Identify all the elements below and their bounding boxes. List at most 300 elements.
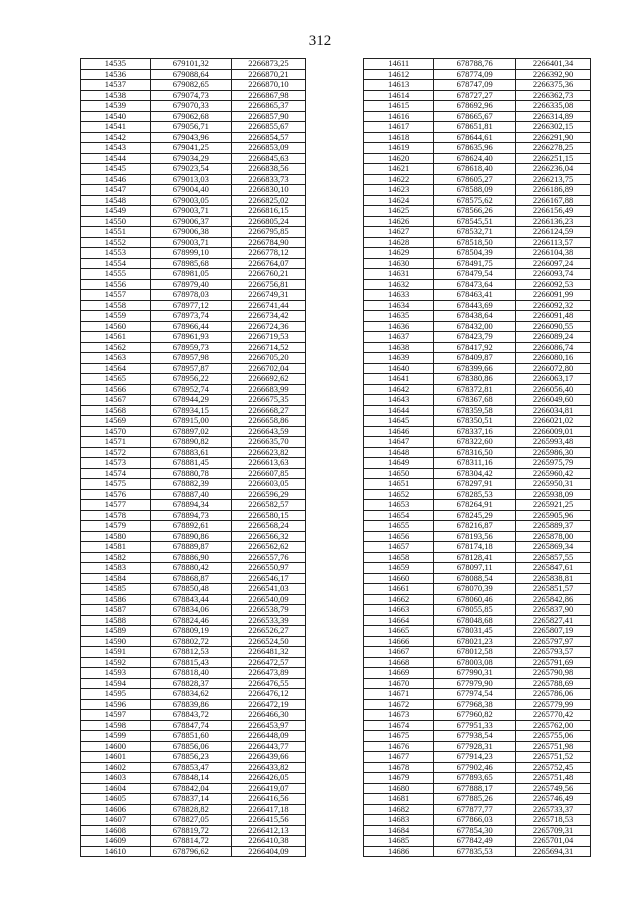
y-coordinate-cell: 2266830,10 xyxy=(231,185,305,196)
x-coordinate-cell: 679003,05 xyxy=(150,195,231,206)
x-coordinate-cell: 678802,72 xyxy=(150,636,231,647)
x-coordinate-cell: 678892,61 xyxy=(150,521,231,532)
point-number-cell: 14639 xyxy=(364,353,434,364)
table-row xyxy=(81,132,306,143)
table-row xyxy=(364,59,591,70)
y-coordinate-cell: 2266705,20 xyxy=(231,353,305,364)
x-coordinate-cell: 679074,73 xyxy=(150,90,231,101)
x-coordinate-cell: 679088,64 xyxy=(150,69,231,80)
point-number-cell: 14576 xyxy=(81,489,151,500)
point-number-cell: 14553 xyxy=(81,248,151,259)
point-number-cell: 14637 xyxy=(364,332,434,343)
point-number-cell: 14646 xyxy=(364,426,434,437)
y-coordinate-cell: 2265986,30 xyxy=(516,447,591,458)
point-number-cell: 14628 xyxy=(364,237,434,248)
table-row xyxy=(81,300,306,311)
y-coordinate-cell: 2266417,18 xyxy=(231,804,305,815)
coordinates-table-left-body xyxy=(81,59,306,857)
x-coordinate-cell: 678545,51 xyxy=(434,216,516,227)
point-number-cell: 14620 xyxy=(364,153,434,164)
x-coordinate-cell: 678605,27 xyxy=(434,174,516,185)
point-number-cell: 14612 xyxy=(364,69,434,80)
point-number-cell: 14658 xyxy=(364,552,434,563)
x-coordinate-cell: 678774,09 xyxy=(434,69,516,80)
y-coordinate-cell: 2266009,01 xyxy=(516,426,591,437)
y-coordinate-cell: 2266607,85 xyxy=(231,468,305,479)
table-row xyxy=(364,479,591,490)
point-number-cell: 14611 xyxy=(364,59,434,70)
x-coordinate-cell: 677885,26 xyxy=(434,794,516,805)
y-coordinate-cell: 2266550,97 xyxy=(231,563,305,574)
table-row xyxy=(81,195,306,206)
point-number-cell: 14675 xyxy=(364,731,434,742)
table-row xyxy=(81,594,306,605)
point-number-cell: 14641 xyxy=(364,374,434,385)
y-coordinate-cell: 2265786,06 xyxy=(516,689,591,700)
table-row xyxy=(81,552,306,563)
y-coordinate-cell: 2265921,25 xyxy=(516,500,591,511)
y-coordinate-cell: 2266756,81 xyxy=(231,279,305,290)
x-coordinate-cell: 678959,73 xyxy=(150,342,231,353)
table-row xyxy=(364,720,591,731)
x-coordinate-cell: 677866,03 xyxy=(434,815,516,826)
y-coordinate-cell: 2266865,37 xyxy=(231,101,305,112)
point-number-cell: 14671 xyxy=(364,689,434,700)
x-coordinate-cell: 679041,25 xyxy=(150,143,231,154)
table-row xyxy=(81,710,306,721)
table-row xyxy=(81,647,306,658)
table-row xyxy=(81,626,306,637)
x-coordinate-cell: 678264,91 xyxy=(434,500,516,511)
point-number-cell: 14610 xyxy=(81,846,151,857)
x-coordinate-cell: 678985,68 xyxy=(150,258,231,269)
table-row xyxy=(81,615,306,626)
x-coordinate-cell: 677928,31 xyxy=(434,741,516,752)
point-number-cell: 14539 xyxy=(81,101,151,112)
x-coordinate-cell: 678809,19 xyxy=(150,626,231,637)
y-coordinate-cell: 2265701,04 xyxy=(516,836,591,847)
point-number-cell: 14636 xyxy=(364,321,434,332)
table-row xyxy=(81,227,306,238)
x-coordinate-cell: 677893,65 xyxy=(434,773,516,784)
table-row xyxy=(81,447,306,458)
y-coordinate-cell: 2265807,19 xyxy=(516,626,591,637)
point-number-cell: 14572 xyxy=(81,447,151,458)
x-coordinate-cell: 678097,11 xyxy=(434,563,516,574)
x-coordinate-cell: 677979,90 xyxy=(434,678,516,689)
y-coordinate-cell: 2266080,16 xyxy=(516,353,591,364)
table-row xyxy=(364,815,591,826)
y-coordinate-cell: 2266072,80 xyxy=(516,363,591,374)
x-coordinate-cell: 678894,73 xyxy=(150,510,231,521)
table-row xyxy=(364,143,591,154)
y-coordinate-cell: 2266845,63 xyxy=(231,153,305,164)
table-row xyxy=(364,783,591,794)
point-number-cell: 14621 xyxy=(364,164,434,175)
y-coordinate-cell: 2265869,34 xyxy=(516,542,591,553)
point-number-cell: 14567 xyxy=(81,395,151,406)
table-row xyxy=(364,206,591,217)
point-number-cell: 14588 xyxy=(81,615,151,626)
x-coordinate-cell: 678890,82 xyxy=(150,437,231,448)
point-number-cell: 14647 xyxy=(364,437,434,448)
y-coordinate-cell: 2266749,31 xyxy=(231,290,305,301)
point-number-cell: 14577 xyxy=(81,500,151,511)
y-coordinate-cell: 2266092,32 xyxy=(516,300,591,311)
y-coordinate-cell: 2266675,35 xyxy=(231,395,305,406)
point-number-cell: 14609 xyxy=(81,836,151,847)
table-row xyxy=(364,605,591,616)
point-number-cell: 14597 xyxy=(81,710,151,721)
y-coordinate-cell: 2266870,10 xyxy=(231,80,305,91)
y-coordinate-cell: 2265694,31 xyxy=(516,846,591,857)
table-row xyxy=(364,773,591,784)
y-coordinate-cell: 2266034,81 xyxy=(516,405,591,416)
y-coordinate-cell: 2265938,09 xyxy=(516,489,591,500)
x-coordinate-cell: 678850,48 xyxy=(150,584,231,595)
x-coordinate-cell: 678635,96 xyxy=(434,143,516,154)
y-coordinate-cell: 2266623,82 xyxy=(231,447,305,458)
x-coordinate-cell: 679101,32 xyxy=(150,59,231,70)
table-row xyxy=(81,773,306,784)
table-row xyxy=(364,657,591,668)
y-coordinate-cell: 2266063,17 xyxy=(516,374,591,385)
table-row xyxy=(81,290,306,301)
y-coordinate-cell: 2266778,12 xyxy=(231,248,305,259)
table-row xyxy=(364,300,591,311)
table-row xyxy=(364,584,591,595)
table-row xyxy=(364,416,591,427)
y-coordinate-cell: 2266805,24 xyxy=(231,216,305,227)
x-coordinate-cell: 678359,58 xyxy=(434,405,516,416)
point-number-cell: 14559 xyxy=(81,311,151,322)
point-number-cell: 14538 xyxy=(81,90,151,101)
x-coordinate-cell: 678848,14 xyxy=(150,773,231,784)
point-number-cell: 14574 xyxy=(81,468,151,479)
point-number-cell: 14627 xyxy=(364,227,434,238)
point-number-cell: 14594 xyxy=(81,678,151,689)
point-number-cell: 14678 xyxy=(364,762,434,773)
point-number-cell: 14548 xyxy=(81,195,151,206)
x-coordinate-cell: 678432,00 xyxy=(434,321,516,332)
table-row xyxy=(364,132,591,143)
y-coordinate-cell: 2266404,09 xyxy=(231,846,305,857)
table-row xyxy=(81,363,306,374)
table-row xyxy=(81,542,306,553)
table-row xyxy=(81,825,306,836)
x-coordinate-cell: 678316,50 xyxy=(434,447,516,458)
point-number-cell: 14604 xyxy=(81,783,151,794)
table-row xyxy=(81,405,306,416)
table-row xyxy=(364,458,591,469)
point-number-cell: 14655 xyxy=(364,521,434,532)
point-number-cell: 14680 xyxy=(364,783,434,794)
y-coordinate-cell: 2266472,19 xyxy=(231,699,305,710)
point-number-cell: 14554 xyxy=(81,258,151,269)
x-coordinate-cell: 678491,75 xyxy=(434,258,516,269)
x-coordinate-cell: 678837,14 xyxy=(150,794,231,805)
point-number-cell: 14560 xyxy=(81,321,151,332)
point-number-cell: 14595 xyxy=(81,689,151,700)
point-number-cell: 14638 xyxy=(364,342,434,353)
x-coordinate-cell: 678882,39 xyxy=(150,479,231,490)
y-coordinate-cell: 2266251,15 xyxy=(516,153,591,164)
table-row xyxy=(81,479,306,490)
y-coordinate-cell: 2266838,56 xyxy=(231,164,305,175)
y-coordinate-cell: 2266472,57 xyxy=(231,657,305,668)
y-coordinate-cell: 2266596,29 xyxy=(231,489,305,500)
y-coordinate-cell: 2266541,03 xyxy=(231,584,305,595)
table-row xyxy=(364,332,591,343)
table-row xyxy=(81,605,306,616)
table-row xyxy=(81,395,306,406)
table-row xyxy=(364,353,591,364)
x-coordinate-cell: 678285,53 xyxy=(434,489,516,500)
table-row xyxy=(364,762,591,773)
point-number-cell: 14575 xyxy=(81,479,151,490)
table-row xyxy=(81,521,306,532)
x-coordinate-cell: 678193,56 xyxy=(434,531,516,542)
x-coordinate-cell: 678839,86 xyxy=(150,699,231,710)
table-row xyxy=(364,216,591,227)
y-coordinate-cell: 2265746,49 xyxy=(516,794,591,805)
y-coordinate-cell: 2266453,97 xyxy=(231,720,305,731)
y-coordinate-cell: 2266643,59 xyxy=(231,426,305,437)
y-coordinate-cell: 2266426,05 xyxy=(231,773,305,784)
point-number-cell: 14634 xyxy=(364,300,434,311)
point-number-cell: 14619 xyxy=(364,143,434,154)
table-row xyxy=(81,815,306,826)
point-number-cell: 14681 xyxy=(364,794,434,805)
point-number-cell: 14596 xyxy=(81,699,151,710)
x-coordinate-cell: 678880,78 xyxy=(150,468,231,479)
x-coordinate-cell: 678890,86 xyxy=(150,531,231,542)
y-coordinate-cell: 2266854,57 xyxy=(231,132,305,143)
y-coordinate-cell: 2266546,17 xyxy=(231,573,305,584)
y-coordinate-cell: 2265733,37 xyxy=(516,804,591,815)
x-coordinate-cell: 679003,71 xyxy=(150,237,231,248)
x-coordinate-cell: 678651,81 xyxy=(434,122,516,133)
y-coordinate-cell: 2266097,24 xyxy=(516,258,591,269)
y-coordinate-cell: 2266476,55 xyxy=(231,678,305,689)
y-coordinate-cell: 2266021,02 xyxy=(516,416,591,427)
point-number-cell: 14666 xyxy=(364,636,434,647)
point-number-cell: 14645 xyxy=(364,416,434,427)
y-coordinate-cell: 2265749,56 xyxy=(516,783,591,794)
table-row xyxy=(364,804,591,815)
y-coordinate-cell: 2265709,31 xyxy=(516,825,591,836)
table-row xyxy=(364,153,591,164)
point-number-cell: 14649 xyxy=(364,458,434,469)
x-coordinate-cell: 678796,62 xyxy=(150,846,231,857)
x-coordinate-cell: 678842,04 xyxy=(150,783,231,794)
point-number-cell: 14550 xyxy=(81,216,151,227)
point-number-cell: 14617 xyxy=(364,122,434,133)
y-coordinate-cell: 2266784,90 xyxy=(231,237,305,248)
y-coordinate-cell: 2265751,48 xyxy=(516,773,591,784)
x-coordinate-cell: 678409,87 xyxy=(434,353,516,364)
table-row xyxy=(364,426,591,437)
y-coordinate-cell: 2266091,99 xyxy=(516,290,591,301)
y-coordinate-cell: 2265797,97 xyxy=(516,636,591,647)
point-number-cell: 14589 xyxy=(81,626,151,637)
x-coordinate-cell: 677960,82 xyxy=(434,710,516,721)
x-coordinate-cell: 678624,40 xyxy=(434,153,516,164)
x-coordinate-cell: 679006,37 xyxy=(150,216,231,227)
x-coordinate-cell: 678518,50 xyxy=(434,237,516,248)
y-coordinate-cell: 2266795,85 xyxy=(231,227,305,238)
point-number-cell: 14552 xyxy=(81,237,151,248)
x-coordinate-cell: 678977,12 xyxy=(150,300,231,311)
y-coordinate-cell: 2265950,31 xyxy=(516,479,591,490)
table-row xyxy=(81,111,306,122)
point-number-cell: 14599 xyxy=(81,731,151,742)
table-row xyxy=(81,153,306,164)
y-coordinate-cell: 2265847,61 xyxy=(516,563,591,574)
point-number-cell: 14669 xyxy=(364,668,434,679)
y-coordinate-cell: 2265837,90 xyxy=(516,605,591,616)
table-row xyxy=(81,384,306,395)
y-coordinate-cell: 2266439,66 xyxy=(231,752,305,763)
point-number-cell: 14652 xyxy=(364,489,434,500)
point-number-cell: 14674 xyxy=(364,720,434,731)
point-number-cell: 14581 xyxy=(81,542,151,553)
point-number-cell: 14569 xyxy=(81,416,151,427)
y-coordinate-cell: 2266481,32 xyxy=(231,647,305,658)
table-row xyxy=(364,237,591,248)
x-coordinate-cell: 678088,54 xyxy=(434,573,516,584)
table-row xyxy=(81,164,306,175)
x-coordinate-cell: 677951,33 xyxy=(434,720,516,731)
x-coordinate-cell: 678216,87 xyxy=(434,521,516,532)
y-coordinate-cell: 2265889,37 xyxy=(516,521,591,532)
table-row xyxy=(81,216,306,227)
x-coordinate-cell: 678944,29 xyxy=(150,395,231,406)
point-number-cell: 14551 xyxy=(81,227,151,238)
table-row xyxy=(81,237,306,248)
x-coordinate-cell: 678957,87 xyxy=(150,363,231,374)
x-coordinate-cell: 677877,77 xyxy=(434,804,516,815)
y-coordinate-cell: 2266568,24 xyxy=(231,521,305,532)
point-number-cell: 14600 xyxy=(81,741,151,752)
x-coordinate-cell: 678423,79 xyxy=(434,332,516,343)
point-number-cell: 14535 xyxy=(81,59,151,70)
x-coordinate-cell: 679006,38 xyxy=(150,227,231,238)
table-row xyxy=(81,122,306,133)
y-coordinate-cell: 2266362,73 xyxy=(516,90,591,101)
x-coordinate-cell: 678788,76 xyxy=(434,59,516,70)
y-coordinate-cell: 2266603,05 xyxy=(231,479,305,490)
table-row xyxy=(81,836,306,847)
x-coordinate-cell: 678956,22 xyxy=(150,374,231,385)
point-number-cell: 14684 xyxy=(364,825,434,836)
y-coordinate-cell: 2266314,89 xyxy=(516,111,591,122)
x-coordinate-cell: 679034,29 xyxy=(150,153,231,164)
y-coordinate-cell: 2265993,48 xyxy=(516,437,591,448)
point-number-cell: 14630 xyxy=(364,258,434,269)
x-coordinate-cell: 677938,54 xyxy=(434,731,516,742)
point-number-cell: 14590 xyxy=(81,636,151,647)
x-coordinate-cell: 678575,62 xyxy=(434,195,516,206)
point-number-cell: 14603 xyxy=(81,773,151,784)
table-row xyxy=(364,542,591,553)
point-number-cell: 14662 xyxy=(364,594,434,605)
x-coordinate-cell: 677854,30 xyxy=(434,825,516,836)
point-number-cell: 14579 xyxy=(81,521,151,532)
y-coordinate-cell: 2265718,53 xyxy=(516,815,591,826)
table-row xyxy=(364,531,591,542)
table-row xyxy=(364,510,591,521)
table-row xyxy=(81,500,306,511)
table-row xyxy=(364,668,591,679)
x-coordinate-cell: 678337,16 xyxy=(434,426,516,437)
x-coordinate-cell: 678978,03 xyxy=(150,290,231,301)
y-coordinate-cell: 2266291,90 xyxy=(516,132,591,143)
point-number-cell: 14557 xyxy=(81,290,151,301)
x-coordinate-cell: 677835,53 xyxy=(434,846,516,857)
point-number-cell: 14568 xyxy=(81,405,151,416)
x-coordinate-cell: 678311,16 xyxy=(434,458,516,469)
x-coordinate-cell: 679023,54 xyxy=(150,164,231,175)
x-coordinate-cell: 678692,96 xyxy=(434,101,516,112)
table-row xyxy=(364,741,591,752)
y-coordinate-cell: 2266760,21 xyxy=(231,269,305,280)
point-number-cell: 14571 xyxy=(81,437,151,448)
y-coordinate-cell: 2266540,09 xyxy=(231,594,305,605)
table-row xyxy=(81,311,306,322)
y-coordinate-cell: 2266580,15 xyxy=(231,510,305,521)
y-coordinate-cell: 2266236,04 xyxy=(516,164,591,175)
coordinates-table-left xyxy=(80,58,306,857)
point-number-cell: 14685 xyxy=(364,836,434,847)
y-coordinate-cell: 2266476,12 xyxy=(231,689,305,700)
x-coordinate-cell: 678843,72 xyxy=(150,710,231,721)
x-coordinate-cell: 678350,51 xyxy=(434,416,516,427)
point-number-cell: 14654 xyxy=(364,510,434,521)
point-number-cell: 14686 xyxy=(364,846,434,857)
point-number-cell: 14622 xyxy=(364,174,434,185)
point-number-cell: 14583 xyxy=(81,563,151,574)
y-coordinate-cell: 2265851,57 xyxy=(516,584,591,595)
table-row xyxy=(81,458,306,469)
y-coordinate-cell: 2266086,74 xyxy=(516,342,591,353)
point-number-cell: 14580 xyxy=(81,531,151,542)
x-coordinate-cell: 678003,08 xyxy=(434,657,516,668)
y-coordinate-cell: 2266278,25 xyxy=(516,143,591,154)
table-row xyxy=(81,269,306,280)
y-coordinate-cell: 2266524,50 xyxy=(231,636,305,647)
table-row xyxy=(364,395,591,406)
y-coordinate-cell: 2265905,96 xyxy=(516,510,591,521)
x-coordinate-cell: 678532,71 xyxy=(434,227,516,238)
table-row xyxy=(81,794,306,805)
table-row xyxy=(364,437,591,448)
point-number-cell: 14665 xyxy=(364,626,434,637)
x-coordinate-cell: 678952,74 xyxy=(150,384,231,395)
x-coordinate-cell: 677888,17 xyxy=(434,783,516,794)
y-coordinate-cell: 2266557,76 xyxy=(231,552,305,563)
table-row xyxy=(81,437,306,448)
y-coordinate-cell: 2266124,59 xyxy=(516,227,591,238)
point-number-cell: 14543 xyxy=(81,143,151,154)
x-coordinate-cell: 678031,45 xyxy=(434,626,516,637)
x-coordinate-cell: 678399,66 xyxy=(434,363,516,374)
point-number-cell: 14656 xyxy=(364,531,434,542)
table-row xyxy=(81,426,306,437)
x-coordinate-cell: 678915,00 xyxy=(150,416,231,427)
x-coordinate-cell: 678417,92 xyxy=(434,342,516,353)
x-coordinate-cell: 679070,33 xyxy=(150,101,231,112)
